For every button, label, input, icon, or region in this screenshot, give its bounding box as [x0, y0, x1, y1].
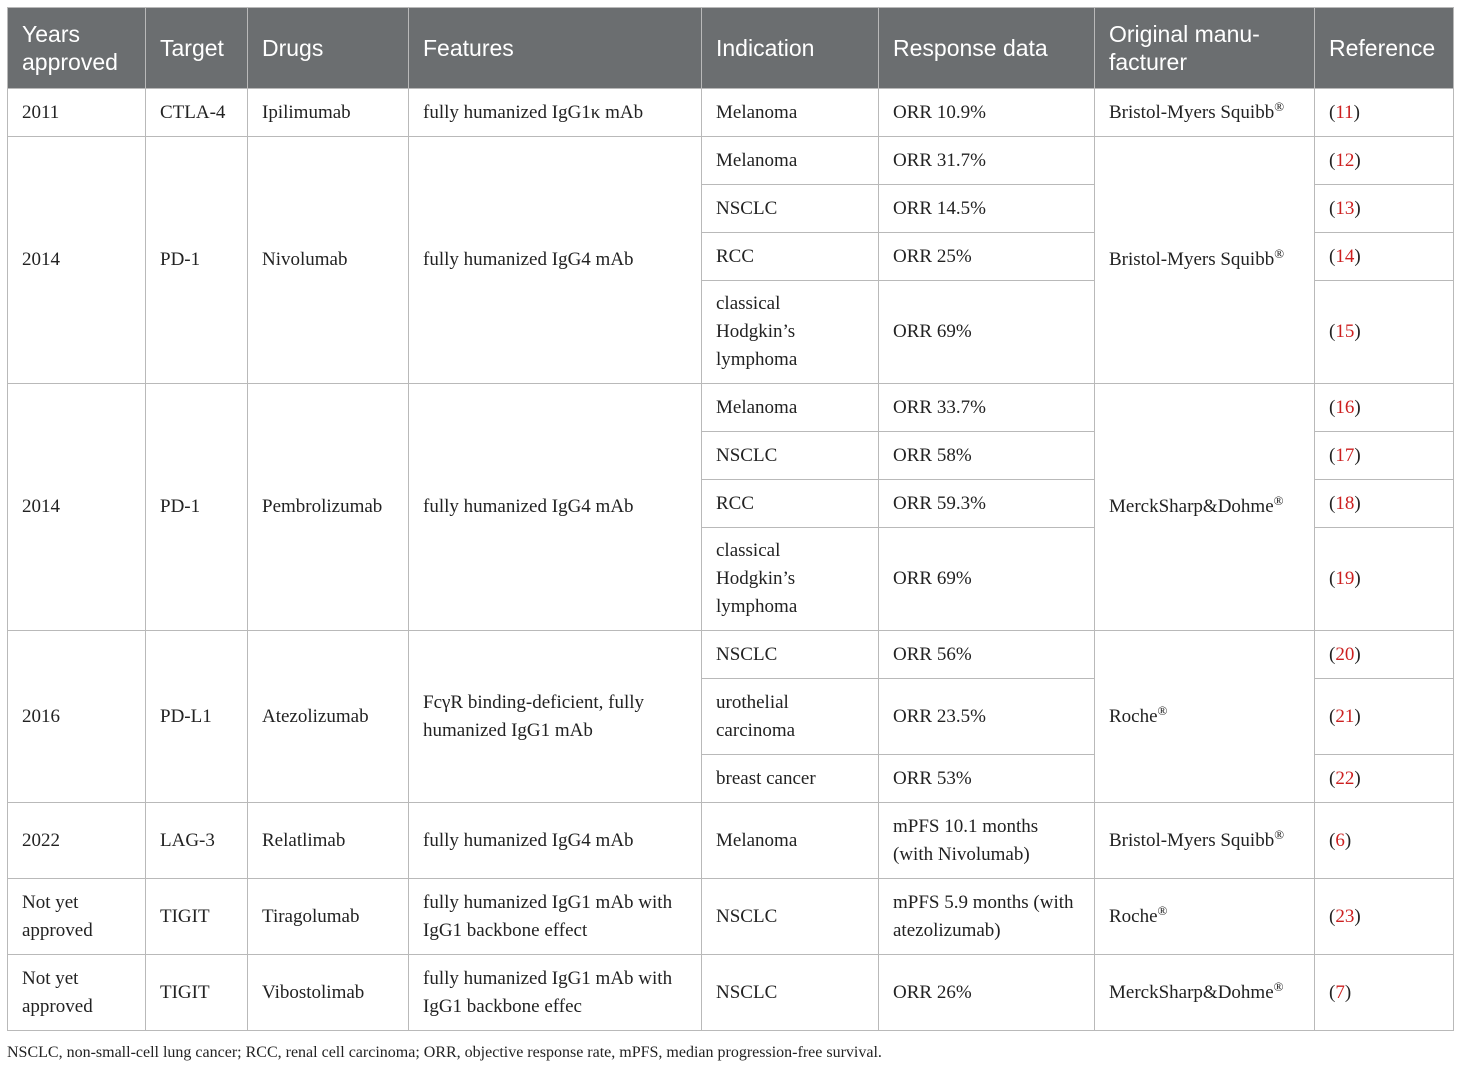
- indication-cell: NSCLC: [702, 631, 879, 679]
- drug-cell: Relatlimab: [248, 803, 409, 879]
- registered-mark: ®: [1157, 702, 1168, 718]
- reference-link[interactable]: 20: [1335, 643, 1355, 665]
- col-header-manufacturer: Original manu-facturer: [1095, 8, 1315, 89]
- year-cell: 2022: [8, 803, 146, 879]
- indication-cell: RCC: [702, 233, 879, 281]
- manufacturer-name: Bristol-Myers Squibb: [1109, 249, 1275, 270]
- response-cell: ORR 58%: [879, 432, 1095, 480]
- table-row: [8, 89, 1454, 137]
- manufacturer-name: Roche: [1109, 705, 1158, 727]
- table-footnote: NSCLC, non-small-cell lung cancer; RCC, renal cell carcinoma; ORR, objective response rate, mPFS, median progression-free survival.: [7, 1044, 882, 1061]
- response-cell: ORR 69%: [879, 528, 1095, 631]
- year-cell: 2016: [8, 631, 146, 803]
- target-cell: PD-1: [146, 384, 248, 631]
- features-cell: fully humanized IgG4 mAb: [409, 803, 702, 879]
- features-cell: fully humanized IgG1κ mAb: [409, 89, 702, 137]
- reference-cell: (21): [1315, 679, 1454, 755]
- response-cell: ORR 53%: [879, 755, 1095, 803]
- manufacturer-name: MerckSharp&Dohme: [1109, 496, 1274, 517]
- table-row: [8, 803, 1454, 879]
- response-cell: ORR 59.3%: [879, 480, 1095, 528]
- response-cell: ORR 25%: [879, 233, 1095, 281]
- reference-cell: (14): [1315, 233, 1454, 281]
- indication-cell: classical Hodgkin’s lymphoma: [702, 281, 879, 384]
- reference-cell: (15): [1315, 281, 1454, 384]
- reference-link[interactable]: 14: [1335, 245, 1355, 267]
- year-cell: 2011: [8, 89, 146, 137]
- manufacturer-cell: [1095, 137, 1315, 384]
- reference-cell: (17): [1315, 432, 1454, 480]
- year-cell: Not yet approved: [8, 955, 146, 1031]
- drug-cell: Tiragolumab: [248, 879, 409, 955]
- registered-mark: ®: [1273, 978, 1284, 994]
- col-header-target: Target: [146, 8, 248, 89]
- target-cell: TIGIT: [146, 955, 248, 1031]
- reference-link[interactable]: 19: [1335, 568, 1355, 589]
- table-row: [8, 137, 1454, 185]
- manufacturer-cell: [1095, 803, 1315, 879]
- table-row: [8, 955, 1454, 1031]
- target-cell: LAG-3: [146, 803, 248, 879]
- indication-cell: Melanoma: [702, 803, 879, 879]
- reference-link[interactable]: 17: [1335, 444, 1355, 466]
- reference-link[interactable]: 18: [1335, 492, 1355, 514]
- response-cell: ORR 33.7%: [879, 384, 1095, 432]
- reference-cell: (23): [1315, 879, 1454, 955]
- manufacturer-name: Roche: [1109, 905, 1158, 927]
- target-cell: TIGIT: [146, 879, 248, 955]
- manufacturer-name: MerckSharp&Dohme: [1109, 981, 1274, 1003]
- registered-mark: ®: [1274, 98, 1285, 114]
- indication-cell: NSCLC: [702, 432, 879, 480]
- manufacturer-cell: [1095, 879, 1315, 955]
- table-row: [8, 879, 1454, 955]
- target-cell: PD-L1: [146, 631, 248, 803]
- registered-mark: ®: [1274, 246, 1285, 261]
- reference-cell: (16): [1315, 384, 1454, 432]
- year-cell: Not yet approved: [8, 879, 146, 955]
- response-cell: mPFS 5.9 months (with atezolizumab): [879, 879, 1095, 955]
- response-cell: ORR 14.5%: [879, 185, 1095, 233]
- col-header-features: Features: [409, 8, 702, 89]
- manufacturer-cell: [1095, 384, 1315, 631]
- reference-cell: (22): [1315, 755, 1454, 803]
- manufacturer-name: Bristol-Myers Squibb: [1109, 101, 1275, 123]
- reference-cell: (19): [1315, 528, 1454, 631]
- drug-cell: Ipilimumab: [248, 89, 409, 137]
- registered-mark: ®: [1273, 493, 1284, 508]
- response-cell: mPFS 10.1 months (with Nivolumab): [879, 803, 1095, 879]
- reference-link[interactable]: 12: [1335, 149, 1355, 171]
- reference-link[interactable]: 21: [1335, 705, 1355, 727]
- features-cell: fully humanized IgG4 mAb: [409, 137, 702, 384]
- features-cell: fully humanized IgG1 mAb with IgG1 backbone effec: [409, 955, 702, 1031]
- indication-cell: Melanoma: [702, 384, 879, 432]
- drug-cell: Nivolumab: [248, 137, 409, 384]
- manufacturer-cell: [1095, 89, 1315, 137]
- reference-link[interactable]: 11: [1335, 101, 1354, 123]
- response-cell: ORR 26%: [879, 955, 1095, 1031]
- reference-cell: (18): [1315, 480, 1454, 528]
- target-cell: CTLA-4: [146, 89, 248, 137]
- reference-cell: (7): [1315, 955, 1454, 1031]
- year-cell: 2014: [8, 384, 146, 631]
- indication-cell: NSCLC: [702, 955, 879, 1031]
- reference-link[interactable]: 7: [1335, 981, 1345, 1003]
- indication-cell: Melanoma: [702, 89, 879, 137]
- indication-cell: urothelial carcinoma: [702, 679, 879, 755]
- table-row: [8, 631, 1454, 679]
- features-cell: FcγR binding-deficient, fully humanized IgG1 mAb: [409, 631, 702, 803]
- reference-cell: (20): [1315, 631, 1454, 679]
- indication-cell: RCC: [702, 480, 879, 528]
- col-header-response: Response data: [879, 8, 1095, 89]
- indication-cell: NSCLC: [702, 185, 879, 233]
- table-row: [8, 384, 1454, 432]
- drug-cell: Pembrolizumab: [248, 384, 409, 631]
- reference-link[interactable]: 13: [1335, 197, 1355, 219]
- response-cell: ORR 31.7%: [879, 137, 1095, 185]
- reference-link[interactable]: 22: [1335, 767, 1355, 789]
- response-cell: ORR 23.5%: [879, 679, 1095, 755]
- reference-cell: (11): [1315, 89, 1454, 137]
- col-header-indication: Indication: [702, 8, 879, 89]
- drug-approval-table: [7, 7, 1454, 1031]
- reference-link[interactable]: 6: [1335, 829, 1345, 851]
- col-header-drugs: Drugs: [248, 8, 409, 89]
- drug-cell: Atezolizumab: [248, 631, 409, 803]
- manufacturer-cell: [1095, 631, 1315, 803]
- indication-cell: breast cancer: [702, 755, 879, 803]
- col-header-reference: Reference: [1315, 8, 1454, 89]
- features-cell: fully humanized IgG1 mAb with IgG1 backbone effect: [409, 879, 702, 955]
- indication-cell: Melanoma: [702, 137, 879, 185]
- manufacturer-cell: [1095, 955, 1315, 1031]
- reference-link[interactable]: 23: [1335, 905, 1355, 927]
- reference-link[interactable]: 16: [1335, 396, 1355, 418]
- response-cell: ORR 69%: [879, 281, 1095, 384]
- drug-cell: Vibostolimab: [248, 955, 409, 1031]
- col-header-years: Years approved: [8, 8, 146, 89]
- registered-mark: ®: [1157, 902, 1168, 918]
- year-cell: 2014: [8, 137, 146, 384]
- manufacturer-name: Bristol-Myers Squibb: [1109, 829, 1275, 851]
- table-header-row: [8, 8, 1454, 89]
- indication-cell: classical Hodgkin’s lymphoma: [702, 528, 879, 631]
- response-cell: ORR 56%: [879, 631, 1095, 679]
- registered-mark: ®: [1274, 826, 1285, 842]
- response-cell: ORR 10.9%: [879, 89, 1095, 137]
- reference-link[interactable]: 15: [1335, 321, 1355, 342]
- indication-cell: NSCLC: [702, 879, 879, 955]
- reference-cell: (12): [1315, 137, 1454, 185]
- reference-cell: (13): [1315, 185, 1454, 233]
- features-cell: fully humanized IgG4 mAb: [409, 384, 702, 631]
- target-cell: PD-1: [146, 137, 248, 384]
- table-container: [7, 7, 1453, 1031]
- reference-cell: (6): [1315, 803, 1454, 879]
